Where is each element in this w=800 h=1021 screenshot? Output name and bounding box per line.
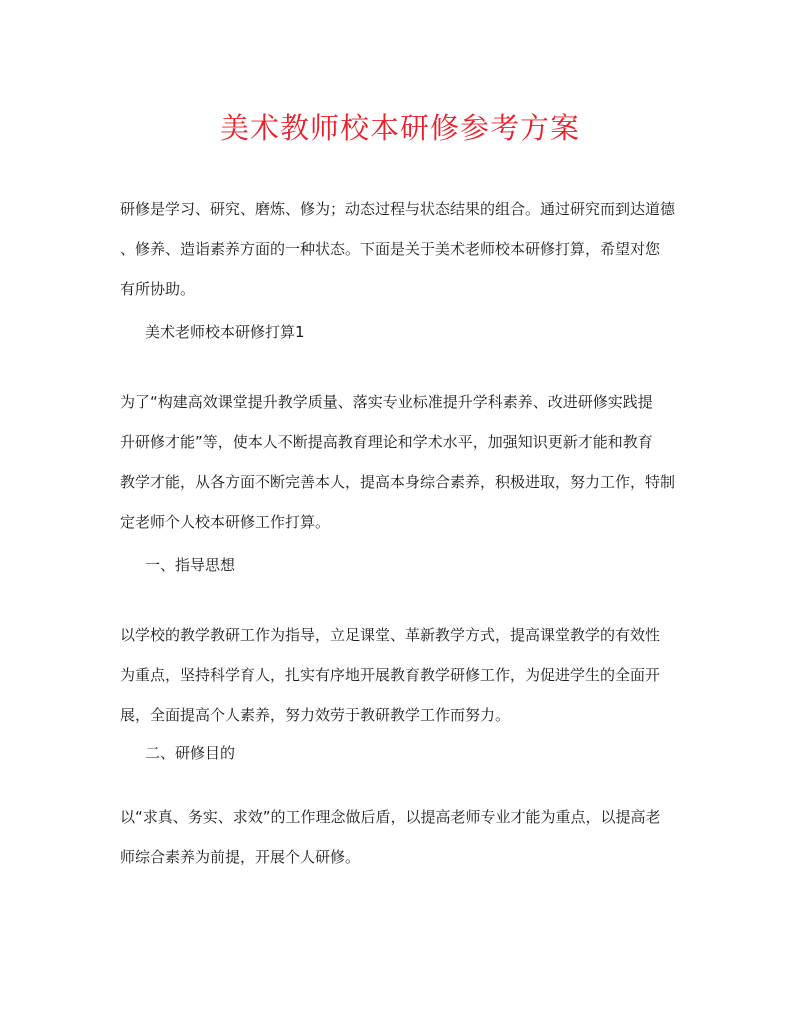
plan-heading: 美术老师校本研修打算1 — [145, 323, 305, 341]
section2-line: 师综合素养为前提，开展个人研修。 — [120, 848, 361, 866]
section2-line: 以“求真、务实、求效”的工作理念做后盾，以提高老师专业才能为重点，以提高老 — [120, 808, 661, 826]
section2-heading: 二、研修目的 — [145, 744, 236, 762]
purpose-line: 升研修才能”等，使本人不断提高教育理论和学术水平，加强知识更新才能和教育 — [120, 433, 653, 451]
intro-line: 研修是学习、研究、磨炼、修为；动态过程与状态结果的组合。通过研究而到达道德 — [120, 200, 676, 218]
document-title: 美术教师校本研修参考方案 — [219, 111, 580, 145]
intro-paragraph — [120, 189, 685, 309]
purpose-line: 教学才能，从各方面不断完善本人，提高本身综合素养，积极进取，努力工作，特制 — [120, 473, 676, 491]
section2-paragraph — [120, 797, 685, 877]
purpose-line: 定老师个人校本研修工作打算。 — [120, 513, 331, 531]
section1-paragraph — [120, 615, 685, 735]
section1-heading: 一、指导思想 — [145, 556, 236, 574]
intro-line: 有所协助。 — [120, 280, 196, 298]
section1-line: 为重点，坚持科学育人，扎实有序地开展教育教学研修工作，为促进学生的全面开 — [120, 666, 661, 684]
section1-line: 展，全面提高个人素养，努力效劳于教研教学工作而努力。 — [120, 706, 511, 724]
purpose-line: 为了“构建高效课堂提升教学质量、落实专业标准提升学科素养、改进研修实践提 — [120, 393, 653, 411]
purpose-paragraph — [120, 382, 685, 542]
section1-line: 以学校的教学教研工作为指导，立足课堂、革新教学方式，提高课堂教学的有效性 — [120, 626, 661, 644]
intro-line: 、修养、造诣素养方面的一种状态。下面是关于美术老师校本研修打算，希望对您 — [120, 240, 661, 258]
